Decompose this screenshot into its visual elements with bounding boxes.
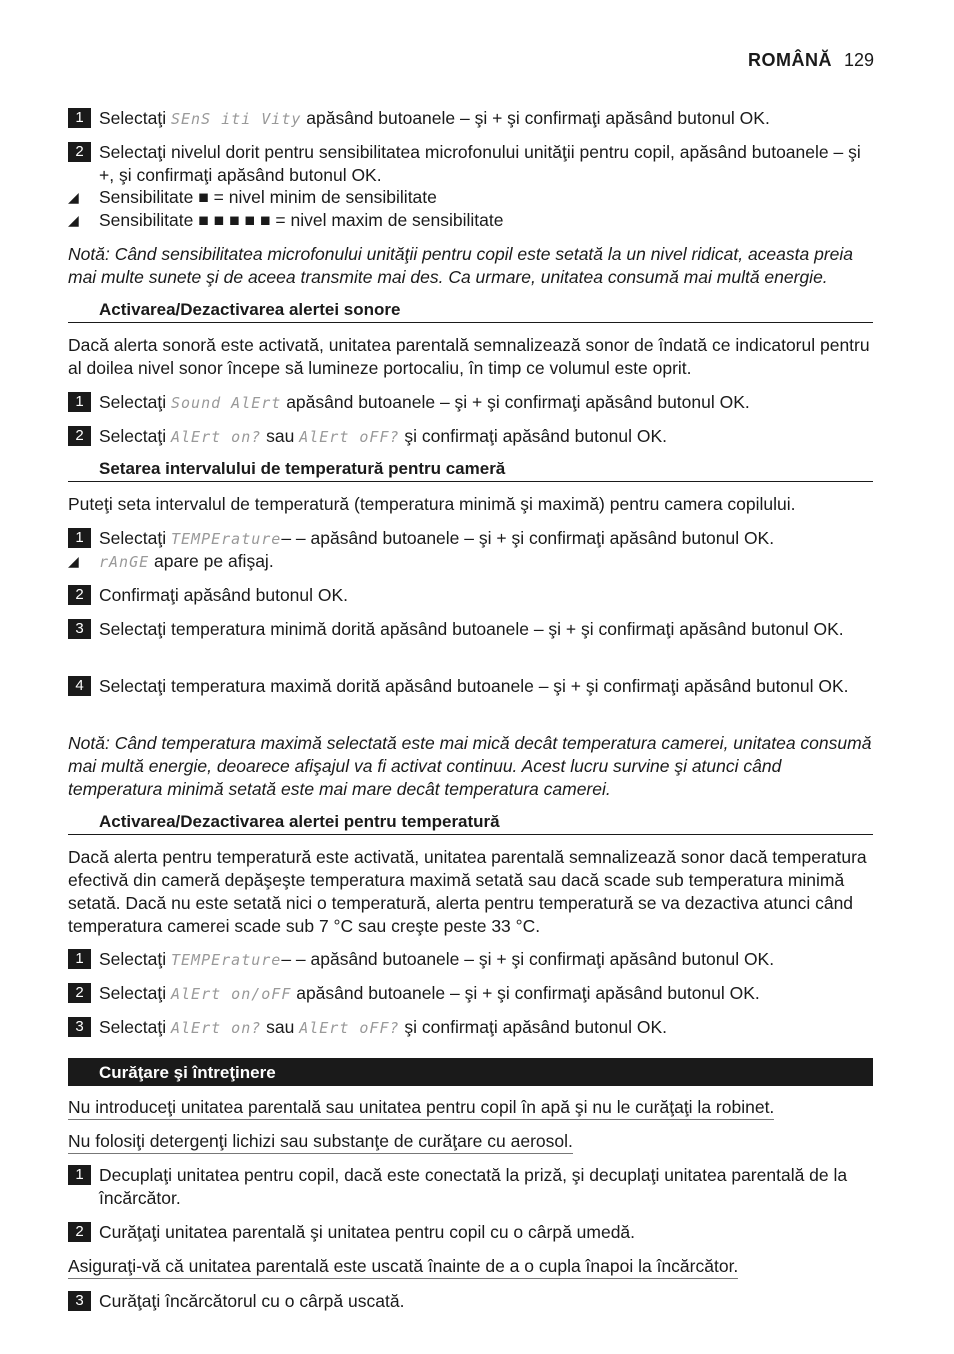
step-select-temperature-alert bbox=[68, 948, 873, 972]
step-number: 4 bbox=[68, 676, 91, 696]
lcd-text: AlErt oFF? bbox=[299, 1019, 400, 1037]
step-number: 2 bbox=[68, 983, 91, 1003]
step-text: apăsând butoanele – şi + şi confirmaţi apăsând butonul OK. bbox=[281, 392, 750, 412]
section-title: Curăţare şi întreţinere bbox=[99, 1063, 276, 1082]
step-text: Selectaţi bbox=[99, 528, 171, 548]
step-number: 1 bbox=[68, 949, 91, 969]
paragraph-sound-alert: Dacă alerta sonoră este activată, unitatea parentală semnalizează sonor de îndată ce indicatorul pentru al doilea nivel sonor începe să lumineze portocaliu, în timp ce volumul este oprit. bbox=[68, 335, 870, 378]
lcd-text: AlErt on? bbox=[170, 1019, 262, 1037]
section-bar-cleaning bbox=[68, 1058, 873, 1086]
section-heading-temperature-alert bbox=[68, 812, 873, 835]
note-sensitivity: Notă: Când sensibilitatea microfonului unităţii pentru copil este setată la un nivel ridicat, aceasta preia mai multe sunete şi de aceea transmite mai des. Ca urmare, unitatea consumă mai multă energie. bbox=[68, 244, 854, 287]
step-text: Selectaţi bbox=[99, 108, 171, 128]
section-heading-temperature-range bbox=[68, 459, 873, 482]
language-label: ROMÂNĂ bbox=[747, 50, 832, 70]
step-select-level bbox=[68, 141, 873, 187]
lcd-text: Sound AlErt bbox=[170, 394, 282, 412]
bullet-range-display bbox=[68, 550, 873, 574]
step-text: sau bbox=[261, 1017, 300, 1037]
step-select-temperature bbox=[68, 527, 873, 551]
step-number: 1 bbox=[68, 528, 91, 548]
lcd-text: TEMPErature bbox=[170, 530, 282, 548]
step-number: 2 bbox=[68, 585, 91, 605]
step-text: apăsând butoanele – şi + şi confirmaţi apăsând butonul OK. bbox=[291, 983, 760, 1003]
lcd-text: AlErt oFF? bbox=[299, 428, 400, 446]
lcd-text: SEnS iti Vity bbox=[170, 110, 302, 128]
bullet-text: apare pe afişaj. bbox=[149, 551, 274, 571]
step-wipe-damp bbox=[68, 1221, 873, 1244]
step-clean-charger bbox=[68, 1290, 873, 1313]
step-disconnect bbox=[68, 1164, 873, 1210]
bullet-icon: ◢ bbox=[68, 553, 79, 569]
step-text: Selectaţi nivelul dorit pentru sensibilitatea microfonului unităţii pentru copil, apăsând butoanele – şi +, şi confirmaţi apăsând butonul OK. bbox=[99, 142, 861, 185]
lcd-text: TEMPErature bbox=[170, 951, 282, 969]
bullet-icon: ◢ bbox=[68, 212, 79, 228]
section-heading-sound-alert bbox=[68, 300, 873, 323]
step-number: 1 bbox=[68, 1165, 91, 1185]
warning-dry-before-charging: Asiguraţi-vă că unitatea parentală este uscată înainte de a o cupla înapoi la încărcător. bbox=[68, 1255, 738, 1279]
step-max-temperature bbox=[68, 675, 873, 698]
step-text: Confirmaţi apăsând butonul OK. bbox=[99, 585, 349, 605]
page-number: 129 bbox=[843, 50, 874, 70]
paragraph-temperature-range: Puteţi seta intervalul de temperatură (temperatura minimă şi maximă) pentru camera copilului. bbox=[68, 494, 796, 514]
step-select-sound-alert bbox=[68, 391, 873, 415]
warning-no-detergents: Nu folosiţi detergenţi lichizi sau substanţe de curăţare cu aerosol. bbox=[68, 1130, 573, 1154]
step-number: 3 bbox=[68, 1017, 91, 1037]
step-text: Curăţaţi încărcătorul cu o cârpă uscată. bbox=[99, 1291, 405, 1311]
step-alert-confirm bbox=[68, 1016, 873, 1040]
lcd-text: AlErt on? bbox=[170, 428, 262, 446]
section-title: Setarea intervalului de temperatură pentru cameră bbox=[99, 459, 506, 478]
step-text: – – apăsând butoanele – şi + şi confirmaţi apăsând butonul OK. bbox=[281, 949, 775, 969]
step-text: şi confirmaţi apăsând butonul OK. bbox=[399, 426, 668, 446]
step-number: 2 bbox=[68, 426, 91, 446]
paragraph-temperature-alert: Dacă alerta pentru temperatură este activată, unitatea parentală semnalizează sonor dacă temperatura efectivă din cameră depăşeşte temperatura maximă setată sau dacă scade sub temperatura minimă setată. Dacă nu este setată nici o temperatură, alerta pentru temperatură se va dezactiva atunci când temperatura camerei scade sub 7 °C sau creşte peste 33 °C. bbox=[68, 847, 867, 936]
step-text: – – apăsând butoanele – şi + şi confirmaţi apăsând butonul OK. bbox=[281, 528, 775, 548]
step-alert-on-off-toggle bbox=[68, 982, 873, 1006]
warning-no-water: Nu introduceţi unitatea parentală sau unitatea pentru copil în apă şi nu le curăţaţi la robinet. bbox=[68, 1096, 774, 1120]
step-select-sensitivity bbox=[68, 107, 873, 131]
step-number: 1 bbox=[68, 392, 91, 412]
step-text: Selectaţi bbox=[99, 392, 171, 412]
section-title: Activarea/Dezactivarea alertei pentru temperatură bbox=[99, 812, 500, 831]
step-alert-on-off bbox=[68, 425, 873, 449]
bullet-text: Sensibilitate ■ = nivel minim de sensibilitate bbox=[99, 187, 437, 207]
step-text: Selectaţi temperatura minimă dorită apăsând butoanele – şi + şi confirmaţi apăsând butonul OK. bbox=[99, 619, 844, 639]
bullet-icon: ◢ bbox=[68, 189, 79, 205]
step-number: 3 bbox=[68, 619, 91, 639]
step-text: Selectaţi bbox=[99, 983, 171, 1003]
page-header bbox=[748, 50, 874, 71]
step-min-temperature bbox=[68, 618, 873, 641]
step-text: Selectaţi temperatura maximă dorită apăsând butoanele – şi + şi confirmaţi apăsând butonul OK. bbox=[99, 676, 849, 696]
note-temperature: Notă: Când temperatura maximă selectată este mai mică decât temperatura camerei, unitatea consumă mai multă energie, deoarece afişajul va fi activat continuu. Acest lucru survine şi atunci când temperatura minimă setată este mai mare decât temperatura camerei. bbox=[68, 733, 872, 799]
step-text: Selectaţi bbox=[99, 949, 171, 969]
lcd-text: AlErt on/oFF bbox=[170, 985, 292, 1003]
step-number: 3 bbox=[68, 1291, 91, 1311]
section-title: Activarea/Dezactivarea alertei sonore bbox=[99, 300, 401, 319]
step-number: 1 bbox=[68, 108, 91, 128]
lcd-text: rAnGE bbox=[99, 553, 150, 571]
step-text: apăsând butoanele – şi + şi confirmaţi apăsând butonul OK. bbox=[301, 108, 770, 128]
step-text: Selectaţi bbox=[99, 1017, 171, 1037]
bullet-max-sensitivity bbox=[68, 209, 873, 232]
step-text: Decuplaţi unitatea pentru copil, dacă este conectată la priză, şi decuplaţi unitatea parentală de la încărcător. bbox=[99, 1165, 848, 1208]
step-text: sau bbox=[261, 426, 300, 446]
step-text: şi confirmaţi apăsând butonul OK. bbox=[399, 1017, 668, 1037]
step-confirm-ok bbox=[68, 584, 873, 607]
step-text: Selectaţi bbox=[99, 426, 171, 446]
step-text: Curăţaţi unitatea parentală şi unitatea pentru copil cu o cârpă umedă. bbox=[99, 1222, 636, 1242]
step-number: 2 bbox=[68, 142, 91, 162]
bullet-text: Sensibilitate ■ ■ ■ ■ ■ = nivel maxim de sensibilitate bbox=[99, 210, 504, 230]
bullet-min-sensitivity bbox=[68, 186, 873, 209]
step-number: 2 bbox=[68, 1222, 91, 1242]
